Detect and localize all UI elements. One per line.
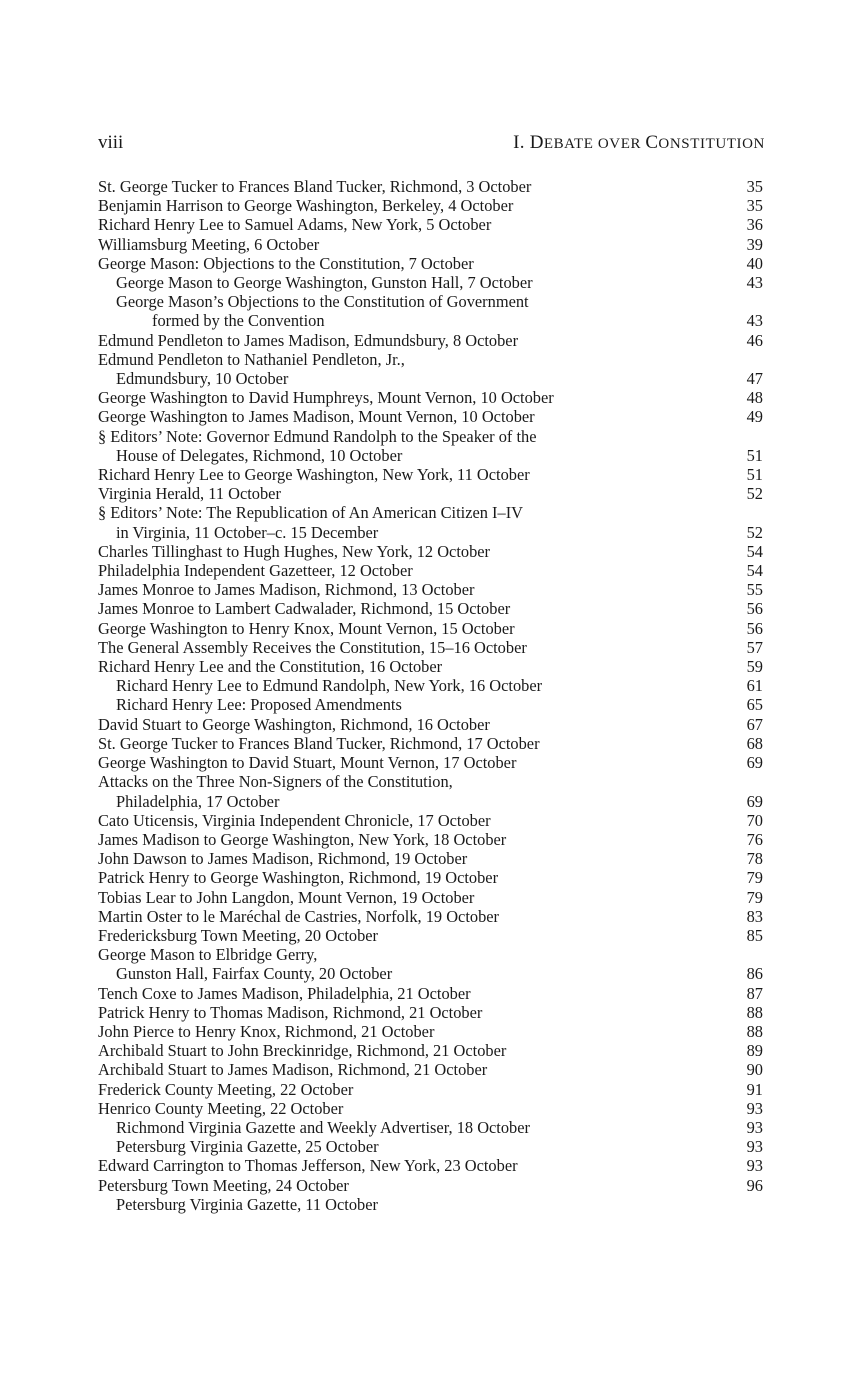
toc-entry-page: 88: [746, 1002, 763, 1022]
toc-entry: [98, 331, 765, 350]
toc-entry-title: [98, 215, 765, 234]
toc-entry: [98, 1137, 765, 1156]
toc-entry-title: [98, 907, 765, 926]
toc-entry: [98, 273, 765, 292]
toc-entry-title: [98, 715, 765, 734]
toc-entry-page: 43: [746, 273, 763, 293]
toc-entry-title: [98, 350, 765, 388]
toc-entry-page: 79: [746, 887, 763, 907]
toc-entry: [98, 657, 765, 676]
toc-entry-line: Tobias Lear to John Langdon, Mount Vernon, 19 October: [98, 887, 475, 907]
toc-entry-line: George Washington to James Madison, Mount Vernon, 10 October: [98, 407, 535, 427]
toc-entry-line: Archibald Stuart to James Madison, Richmond, 21 October: [98, 1060, 488, 1080]
toc-entry-page: 86: [746, 964, 763, 984]
running-head-c: C: [645, 132, 659, 153]
toc-entry-page: 46: [746, 330, 763, 350]
toc-entry-title: [98, 388, 765, 407]
toc-entry-page: 56: [746, 599, 763, 619]
toc-entry-page: 51: [746, 445, 763, 465]
toc-entry-line: § Editors’ Note: Governor Edmund Randolph to the Speaker of the: [98, 426, 537, 446]
toc-entry-line: House of Delegates, Richmond, 10 October: [116, 445, 403, 465]
toc-entry-title: [98, 484, 765, 503]
toc-entry: [98, 561, 765, 580]
toc-entry-line: Richard Henry Lee to Samuel Adams, New York, 5 October: [98, 215, 492, 235]
toc-entry: [98, 196, 765, 215]
toc-entry-page: 89: [746, 1041, 763, 1061]
toc-entry-page: 90: [746, 1060, 763, 1080]
toc-entry-title: [98, 1003, 765, 1022]
toc-entry-page: 93: [746, 1098, 763, 1118]
toc-entry: [98, 734, 765, 753]
toc-entry: [98, 907, 765, 926]
toc-entry: [98, 407, 765, 426]
toc-entry-page: 83: [746, 906, 763, 926]
toc-entry-title: [98, 984, 765, 1003]
toc-entry-title: [98, 1099, 765, 1118]
toc-entry: [98, 465, 765, 484]
toc-entry: [98, 177, 765, 196]
toc-entry-title: [98, 734, 765, 753]
toc-entry-page: 49: [746, 407, 763, 427]
toc-entry-title: [98, 1137, 765, 1156]
table-of-contents: [98, 177, 765, 1214]
toc-entry: [98, 542, 765, 561]
toc-entry: [98, 676, 765, 695]
running-head-rest-2: ONSTITUTION: [658, 136, 765, 152]
toc-entry-line: Petersburg Virginia Gazette, 11 October: [116, 1194, 378, 1214]
toc-entry-line: Richard Henry Lee to Edmund Randolph, New York, 16 October: [116, 676, 543, 696]
toc-entry-page: 55: [746, 580, 763, 600]
toc-entry-page: 65: [746, 695, 763, 715]
toc-entry-page: 69: [746, 791, 763, 811]
toc-entry-title: [98, 407, 765, 426]
toc-entry: [98, 427, 765, 465]
toc-entry-line: George Mason to Elbridge Gerry,: [98, 945, 318, 965]
toc-entry-title: [98, 811, 765, 830]
toc-entry: [98, 503, 765, 541]
toc-entry-title: [98, 888, 765, 907]
toc-entry-page: 57: [746, 637, 763, 657]
page-header: [98, 132, 765, 158]
toc-entry: [98, 888, 765, 907]
toc-entry-line: Williamsburg Meeting, 6 October: [98, 234, 320, 254]
toc-entry-page: 70: [746, 810, 763, 830]
toc-entry-line: George Mason’s Objections to the Constitution of Government: [116, 292, 529, 312]
toc-entry-page: 91: [746, 1079, 763, 1099]
toc-entry-title: [98, 427, 765, 465]
toc-entry-line: Frederick County Meeting, 22 October: [98, 1079, 354, 1099]
toc-entry-title: [98, 753, 765, 772]
toc-entry: [98, 235, 765, 254]
toc-entry-page: 68: [746, 733, 763, 753]
toc-entry-page: 85: [746, 925, 763, 945]
toc-entry-line: St. George Tucker to Frances Bland Tucker, Richmond, 17 October: [98, 733, 540, 753]
toc-entry-title: [98, 599, 765, 618]
toc-entry-title: [98, 273, 765, 292]
running-head: [513, 132, 765, 154]
toc-entry-title: [98, 196, 765, 215]
toc-entry-line: Patrick Henry to George Washington, Richmond, 19 October: [98, 868, 499, 888]
toc-entry-page: 93: [746, 1137, 763, 1157]
toc-entry-line: Richmond Virginia Gazette and Weekly Advertiser, 18 October: [116, 1117, 530, 1137]
toc-entry-page: 52: [746, 484, 763, 504]
toc-entry-page: 88: [746, 1021, 763, 1041]
toc-entry: [98, 599, 765, 618]
toc-entry-line: St. George Tucker to Frances Bland Tucker, Richmond, 3 October: [98, 177, 532, 196]
toc-entry-line: Henrico County Meeting, 22 October: [98, 1098, 344, 1118]
toc-entry-title: [98, 657, 765, 676]
toc-entry-line: Patrick Henry to Thomas Madison, Richmond, 21 October: [98, 1002, 483, 1022]
toc-entry: [98, 638, 765, 657]
toc-entry: [98, 926, 765, 945]
toc-entry: [98, 1176, 765, 1195]
toc-entry-title: [98, 849, 765, 868]
toc-entry-title: [98, 1156, 765, 1175]
toc-entry-title: [98, 1041, 765, 1060]
toc-entry-line: George Washington to Henry Knox, Mount Vernon, 15 October: [98, 618, 515, 638]
toc-entry-title: [98, 331, 765, 350]
toc-entry-page: 54: [746, 541, 763, 561]
toc-entry-line: James Madison to George Washington, New York, 18 October: [98, 829, 507, 849]
toc-entry-line: Edmund Pendleton to Nathaniel Pendleton, Jr.,: [98, 349, 405, 369]
toc-entry: [98, 619, 765, 638]
toc-entry: [98, 1060, 765, 1079]
toc-entry-title: [98, 561, 765, 580]
toc-entry-line: Edward Carrington to Thomas Jefferson, New York, 23 October: [98, 1156, 518, 1176]
toc-entry: [98, 849, 765, 868]
toc-entry-page: 36: [746, 215, 763, 235]
toc-entry: [98, 753, 765, 772]
toc-entry: [98, 1195, 765, 1214]
toc-entry: [98, 984, 765, 1003]
toc-entry-title: [98, 830, 765, 849]
toc-entry-page: 76: [746, 829, 763, 849]
toc-entry: [98, 254, 765, 273]
toc-entry-line: Charles Tillinghast to Hugh Hughes, New York, 12 October: [98, 541, 491, 561]
toc-entry: [98, 868, 765, 887]
toc-entry-title: [98, 945, 765, 983]
toc-entry-title: [98, 619, 765, 638]
toc-entry-title: [98, 580, 765, 599]
toc-entry: [98, 292, 765, 330]
toc-entry-page: 43: [746, 311, 763, 331]
toc-entry-line: James Monroe to Lambert Cadwalader, Richmond, 15 October: [98, 599, 511, 619]
toc-entry: [98, 484, 765, 503]
toc-entry-page: 48: [746, 388, 763, 408]
toc-entry-title: [98, 177, 765, 196]
toc-entry: [98, 1099, 765, 1118]
toc-entry-line: § Editors’ Note: The Republication of An American Citizen I–IV: [98, 503, 523, 523]
toc-entry: [98, 715, 765, 734]
toc-entry: [98, 830, 765, 849]
toc-entry-page: 56: [746, 618, 763, 638]
toc-entry-line: Tench Coxe to James Madison, Philadelphia, 21 October: [98, 983, 471, 1003]
toc-entry-line: Virginia Herald, 11 October: [98, 484, 281, 504]
toc-entry-page: 96: [746, 1175, 763, 1195]
toc-entry-page: 40: [746, 253, 763, 273]
toc-entry-line: Petersburg Town Meeting, 24 October: [98, 1175, 349, 1195]
toc-entry-title: [98, 465, 765, 484]
toc-entry: [98, 811, 765, 830]
toc-entry-title: [98, 695, 765, 714]
toc-entry-page: 52: [746, 522, 763, 542]
toc-entry: [98, 215, 765, 234]
toc-entry-title: [98, 1176, 765, 1195]
toc-entry-title: [98, 1195, 765, 1214]
toc-entry-page: 93: [746, 1117, 763, 1137]
toc-entry-line: George Washington to David Stuart, Mount Vernon, 17 October: [98, 753, 517, 773]
toc-entry-title: [98, 638, 765, 657]
toc-entry-page: 35: [746, 177, 763, 196]
toc-entry-title: [98, 292, 765, 330]
toc-entry-title: [98, 926, 765, 945]
toc-entry-page: 59: [746, 657, 763, 677]
toc-entry-title: [98, 235, 765, 254]
toc-entry-page: 67: [746, 714, 763, 734]
toc-entry-line: John Pierce to Henry Knox, Richmond, 21 October: [98, 1021, 435, 1041]
toc-entry: [98, 695, 765, 714]
toc-entry-title: [98, 1118, 765, 1137]
toc-entry-line: Edmund Pendleton to James Madison, Edmundsbury, 8 October: [98, 330, 519, 350]
toc-entry-title: [98, 676, 765, 695]
toc-entry-line: Attacks on the Three Non-Signers of the Constitution,: [98, 772, 453, 792]
toc-entry: [98, 1041, 765, 1060]
toc-entry-line: Fredericksburg Town Meeting, 20 October: [98, 925, 379, 945]
toc-entry-line: Philadelphia Independent Gazetteer, 12 October: [98, 561, 413, 581]
toc-entry: [98, 580, 765, 599]
toc-entry-page: 78: [746, 849, 763, 869]
toc-entry-line: Gunston Hall, Fairfax County, 20 October: [116, 964, 393, 984]
toc-entry-page: 61: [746, 676, 763, 696]
toc-entry-title: [98, 1022, 765, 1041]
toc-entry-title: [98, 254, 765, 273]
toc-entry-title: [98, 868, 765, 887]
page-number: viii: [98, 132, 124, 153]
toc-entry-line: in Virginia, 11 October–c. 15 December: [116, 522, 379, 542]
toc-entry-page: 39: [746, 234, 763, 254]
toc-entry-title: [98, 503, 765, 541]
toc-entry-line: formed by the Convention: [152, 311, 325, 331]
toc-entry-page: 35: [746, 196, 763, 216]
toc-entry-line: James Monroe to James Madison, Richmond, 13 October: [98, 580, 475, 600]
toc-entry-page: 51: [746, 465, 763, 485]
toc-entry-line: Edmundsbury, 10 October: [116, 369, 289, 389]
toc-entry-line: Richard Henry Lee and the Constitution, 16 October: [98, 657, 443, 677]
toc-entry: [98, 1022, 765, 1041]
toc-entry-page: 87: [746, 983, 763, 1003]
toc-entry-line: David Stuart to George Washington, Richmond, 16 October: [98, 714, 490, 734]
toc-entry-line: Richard Henry Lee: Proposed Amendments: [116, 695, 402, 715]
running-head-rest-1: EBATE OVER: [543, 136, 646, 152]
toc-entry-title: [98, 1080, 765, 1099]
toc-entry-line: Archibald Stuart to John Breckinridge, Richmond, 21 October: [98, 1041, 507, 1061]
toc-entry-line: Cato Uticensis, Virginia Independent Chronicle, 17 October: [98, 810, 491, 830]
toc-entry-page: 54: [746, 561, 763, 581]
toc-entry-line: Petersburg Virginia Gazette, 25 October: [116, 1137, 379, 1157]
toc-entry-title: [98, 542, 765, 561]
toc-entry-line: Philadelphia, 17 October: [116, 791, 280, 811]
toc-entry-line: George Mason: Objections to the Constitution, 7 October: [98, 253, 474, 273]
toc-entry-line: Martin Oster to le Maréchal de Castries, Norfolk, 19 October: [98, 906, 499, 926]
toc-entry: [98, 1156, 765, 1175]
toc-entry-page: 47: [746, 369, 763, 389]
toc-entry-line: John Dawson to James Madison, Richmond, 19 October: [98, 849, 468, 869]
toc-entry-title: [98, 772, 765, 810]
toc-entry-page: 79: [746, 868, 763, 888]
running-head-prefix: I. D: [513, 132, 544, 153]
toc-entry: [98, 1080, 765, 1099]
toc-entry: [98, 1003, 765, 1022]
toc-entry: [98, 772, 765, 810]
toc-entry: [98, 350, 765, 388]
toc-entry: [98, 945, 765, 983]
toc-entry-line: The General Assembly Receives the Constitution, 15–16 October: [98, 637, 527, 657]
toc-entry: [98, 1118, 765, 1137]
toc-entry-title: [98, 1060, 765, 1079]
toc-entry-page: 69: [746, 753, 763, 773]
toc-entry-line: Benjamin Harrison to George Washington, Berkeley, 4 October: [98, 196, 514, 216]
toc-entry-line: George Washington to David Humphreys, Mount Vernon, 10 October: [98, 388, 554, 408]
toc-entry: [98, 388, 765, 407]
toc-entry-page: 93: [746, 1156, 763, 1176]
toc-entry-line: George Mason to George Washington, Gunston Hall, 7 October: [116, 273, 533, 293]
toc-entry-line: Richard Henry Lee to George Washington, New York, 11 October: [98, 465, 530, 485]
